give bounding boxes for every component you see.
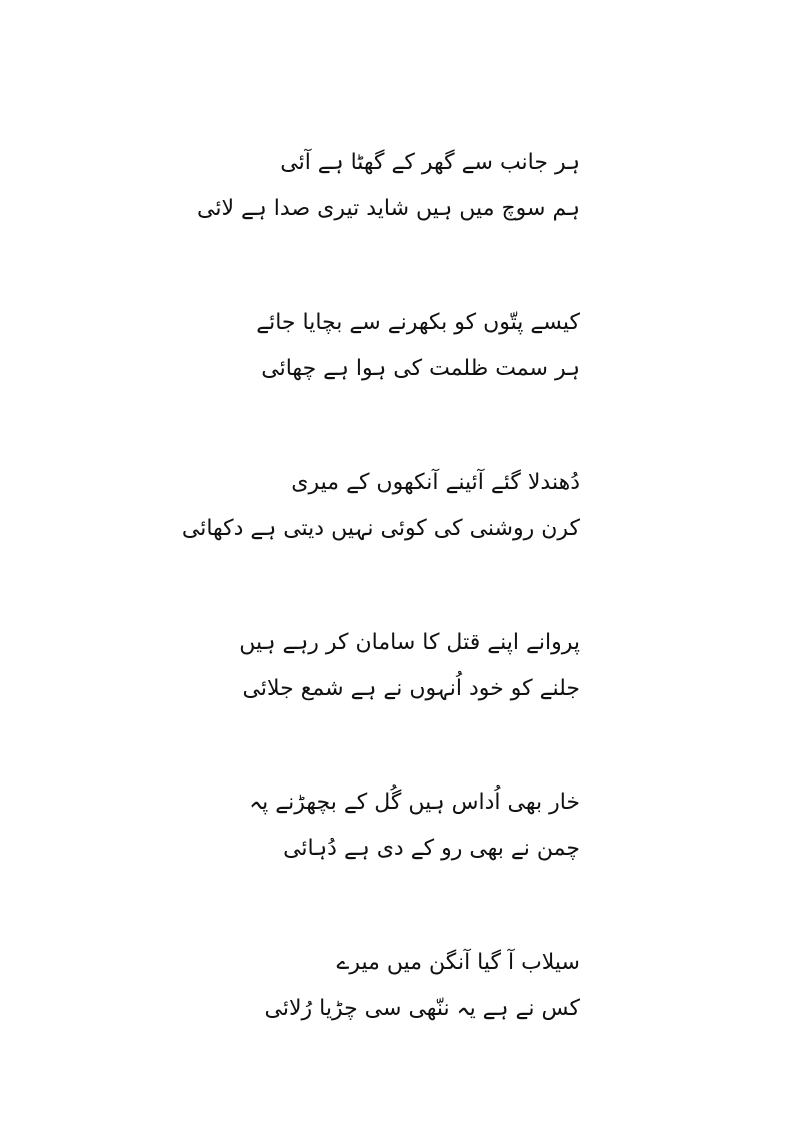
urdu-poem — [181, 140, 580, 1100]
stanza-4 — [239, 620, 580, 780]
poem-line: کرن روشنی کی کوئی نہیں دیتی ہے دکھائی — [181, 516, 580, 541]
poem-line: سیلاب آ گیا آنگن میں میرے — [336, 950, 580, 975]
poem-line: دُھندلا گئے آئینے آنکھوں کے میری — [291, 470, 580, 495]
stanza-6 — [260, 940, 580, 1100]
poem-line: کس نے ہے یہ ننّھی سی چڑیا رُلائی — [264, 996, 580, 1021]
poem-line: خار بھی اُداس ہیں گُل کے بچھڑنے پہ — [249, 790, 580, 815]
poem-line: ہم سوچ میں ہیں شاید تیری صدا ہے لائی — [197, 196, 580, 221]
poem-line: جلنے کو خود اُنہوں نے ہے شمع جلائی — [242, 676, 580, 701]
stanza-2 — [256, 300, 580, 460]
stanza-1 — [197, 140, 580, 300]
stanza-3 — [181, 460, 580, 620]
poem-line: چمن نے بھی رو کے دی ہے دُہائی — [283, 836, 580, 861]
poem-line: پروانے اپنے قتل کا سامان کر رہے ہیں — [239, 630, 580, 655]
stanza-5 — [249, 780, 580, 940]
poem-line: ہر سمت ظلمت کی ہوا ہے چھائی — [261, 356, 580, 381]
poem-line: کیسے پتّوں کو بکھرنے سے بچایا جائے — [256, 310, 580, 335]
poem-line: ہر جانب سے گھر کے گھٹا ہے آئی — [280, 150, 580, 175]
